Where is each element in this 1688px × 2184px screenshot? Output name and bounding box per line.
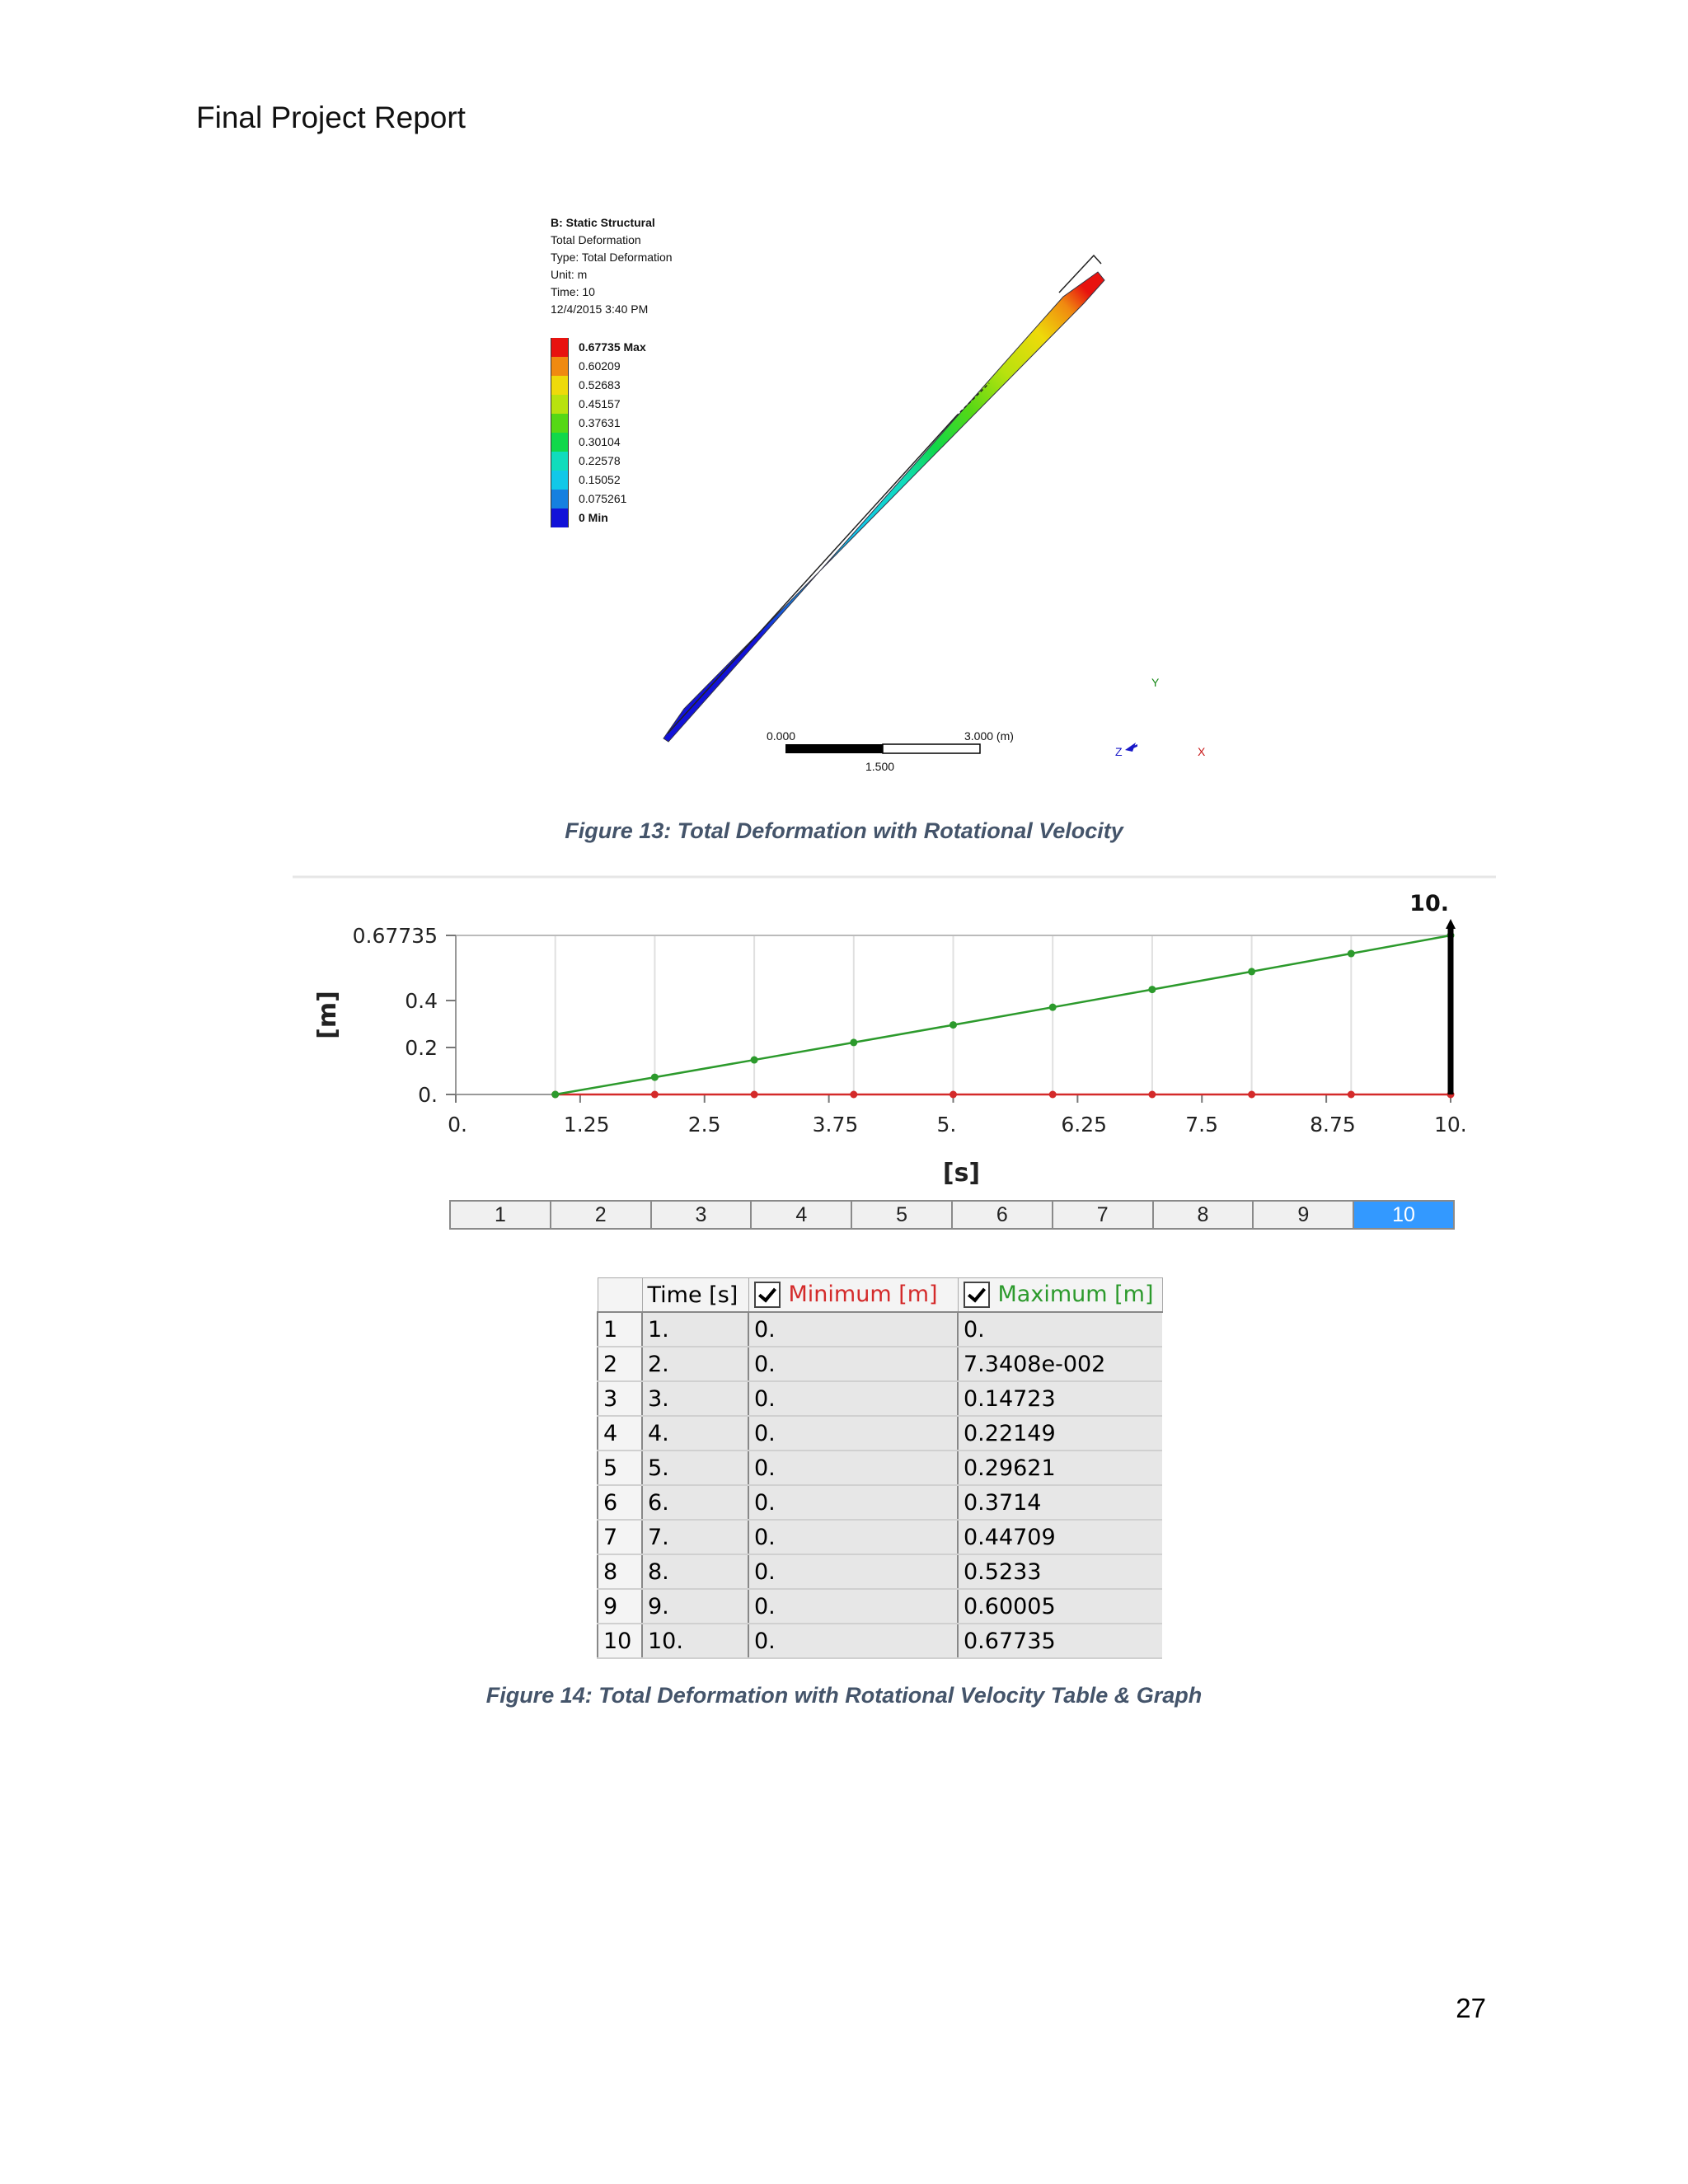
info-line: Total Deformation [551, 233, 641, 246]
figure13-caption: Figure 13: Total Deformation with Rotational Velocity [565, 818, 1123, 843]
results-table [597, 1277, 1163, 1659]
data-point [1049, 1004, 1057, 1011]
data-point [1248, 968, 1255, 975]
table-corner [598, 1278, 642, 1313]
table-row [598, 1416, 1162, 1451]
cell-time: 2. [642, 1347, 748, 1381]
legend-label: 0.075261 [579, 492, 627, 505]
page-number: 27 [1456, 1993, 1486, 2023]
info-line: 12/4/2015 3:40 PM [551, 302, 649, 316]
table-row [598, 1589, 1162, 1624]
legend-label: 0.67735 Max [579, 340, 646, 354]
y-tick-label: 0.4 [405, 989, 438, 1014]
data-point [1348, 950, 1355, 958]
time-step-8[interactable]: 8 [1154, 1202, 1254, 1228]
cell-max: 0.44709 [958, 1520, 1162, 1554]
legend-label: 0.52683 [579, 378, 621, 391]
time-step-7[interactable]: 7 [1053, 1202, 1154, 1228]
axis-z-label: Z [1115, 745, 1123, 758]
table-row [598, 1347, 1162, 1381]
time-step-1[interactable]: 1 [451, 1202, 551, 1228]
cell-min: 0. [748, 1520, 958, 1554]
cell-time: 1. [642, 1312, 748, 1347]
table-row [598, 1485, 1162, 1520]
table-row [598, 1381, 1162, 1416]
cell-max: 0.29621 [958, 1451, 1162, 1485]
legend-label: 0.15052 [579, 473, 621, 486]
scale-end-label: 3.000 (m) [964, 729, 1014, 743]
time-step-2[interactable]: 2 [551, 1202, 652, 1228]
legend-label: 0.60209 [579, 359, 621, 373]
checkbox-max[interactable] [964, 1282, 990, 1308]
cell-min: 0. [748, 1312, 958, 1347]
legend-label: 0.37631 [579, 416, 621, 429]
cell-min: 0. [748, 1589, 958, 1624]
data-point [1049, 1091, 1057, 1099]
table-row [598, 1520, 1162, 1554]
cell-time: 8. [642, 1554, 748, 1589]
data-point [950, 1091, 957, 1099]
page-header: Final Project Report [196, 101, 466, 134]
axis-y-label: Y [1151, 676, 1160, 689]
cell-max: 0.5233 [958, 1554, 1162, 1589]
x-tick-label: 10. [1434, 1113, 1467, 1137]
time-cursor-label: 10. [1409, 891, 1449, 916]
axis-x-label: X [1198, 745, 1206, 758]
legend-label: 0.45157 [579, 397, 621, 410]
time-step-bar [449, 1200, 1455, 1230]
cell-time: 4. [642, 1416, 748, 1451]
x-tick-label: 7.5 [1185, 1113, 1219, 1137]
deformed-blade [663, 272, 1104, 742]
data-point [651, 1091, 659, 1099]
info-line: Time: 10 [551, 285, 595, 298]
row-index: 2 [598, 1347, 642, 1381]
info-line: Type: Total Deformation [551, 251, 673, 264]
row-index: 10 [598, 1624, 642, 1658]
time-step-5[interactable]: 5 [852, 1202, 953, 1228]
cell-max: 0.3714 [958, 1485, 1162, 1520]
undeformed-outline [668, 416, 956, 733]
time-step-10[interactable]: 10 [1354, 1202, 1453, 1228]
y-tick-label: 0.67735 [352, 924, 438, 948]
time-step-9[interactable]: 9 [1254, 1202, 1354, 1228]
cell-max: 0.67735 [958, 1624, 1162, 1658]
cell-max: 0.22149 [958, 1416, 1162, 1451]
data-point [751, 1091, 758, 1099]
time-step-4[interactable]: 4 [752, 1202, 852, 1228]
cell-min: 0. [748, 1451, 958, 1485]
legend-label: 0 Min [579, 511, 608, 524]
data-point [1148, 986, 1156, 993]
cell-min: 0. [748, 1381, 958, 1416]
scale-start-label: 0.000 [767, 729, 796, 743]
cell-time: 9. [642, 1589, 748, 1624]
y-axis-label: [m] [313, 991, 342, 1039]
col-header-min[interactable]: Minimum [m] [748, 1278, 958, 1313]
deformation-contour-figure [544, 214, 1206, 791]
row-index: 7 [598, 1520, 642, 1554]
data-point [1248, 1091, 1255, 1099]
cell-max: 0.14723 [958, 1381, 1162, 1416]
table-row [598, 1624, 1162, 1658]
table-row [598, 1554, 1162, 1589]
deformation-chart [293, 874, 1496, 1244]
cell-time: 6. [642, 1485, 748, 1520]
cell-min: 0. [748, 1347, 958, 1381]
time-cursor-arrow [1446, 919, 1456, 929]
cell-time: 7. [642, 1520, 748, 1554]
x-tick-label: 0. [448, 1113, 467, 1137]
legend-label: 0.22578 [579, 454, 621, 467]
row-index: 5 [598, 1451, 642, 1485]
cell-max: 0. [958, 1312, 1162, 1347]
x-axis-label: [s] [942, 1159, 981, 1188]
data-point [850, 1091, 857, 1099]
results-table-wrap [597, 1277, 1163, 1659]
data-point [751, 1057, 758, 1064]
cell-max: 0.60005 [958, 1589, 1162, 1624]
figure14-caption: Figure 14: Total Deformation with Rotational Velocity Table & Graph [485, 1683, 1203, 1708]
time-step-3[interactable]: 3 [652, 1202, 753, 1228]
deformed-blade-svg [544, 214, 1137, 791]
row-index: 1 [598, 1312, 642, 1347]
row-index: 6 [598, 1485, 642, 1520]
cell-min: 0. [748, 1416, 958, 1451]
table-row [598, 1312, 1162, 1347]
col-header-time: Time [s] [642, 1278, 748, 1313]
analysis-title: B: Static Structural [551, 216, 655, 229]
table-row [598, 1451, 1162, 1485]
row-index: 3 [598, 1381, 642, 1416]
scale-mid-label: 1.500 [865, 760, 895, 773]
checkbox-min[interactable] [754, 1282, 781, 1308]
info-line: Unit: m [551, 268, 588, 281]
cell-max: 7.3408e-002 [958, 1347, 1162, 1381]
x-tick-label: 2.5 [687, 1113, 721, 1137]
x-tick-label: 1.25 [563, 1113, 610, 1137]
cell-min: 0. [748, 1554, 958, 1589]
row-index: 9 [598, 1589, 642, 1624]
time-step-6[interactable]: 6 [953, 1202, 1053, 1228]
x-tick-label: 5. [936, 1113, 957, 1137]
x-tick-label: 6.25 [1061, 1113, 1108, 1137]
cell-min: 0. [748, 1624, 958, 1658]
series-line [556, 935, 1451, 1094]
data-point [551, 1091, 559, 1099]
data-point [850, 1038, 857, 1046]
legend-label: 0.30104 [579, 435, 621, 448]
scale-bar-black [785, 744, 883, 753]
cell-time: 10. [642, 1624, 748, 1658]
x-tick-label: 8.75 [1310, 1113, 1356, 1137]
row-index: 4 [598, 1416, 642, 1451]
scale-bar-white [883, 744, 980, 753]
x-tick-label: 3.75 [812, 1113, 859, 1137]
data-point [1348, 1091, 1355, 1099]
row-index: 8 [598, 1554, 642, 1589]
data-point [651, 1074, 659, 1081]
y-tick-label: 0.2 [405, 1036, 438, 1061]
cell-time: 3. [642, 1381, 748, 1416]
data-point [1148, 1091, 1156, 1099]
data-point [950, 1021, 957, 1029]
cell-min: 0. [748, 1485, 958, 1520]
cell-time: 5. [642, 1451, 748, 1485]
axis-triad [1125, 694, 1137, 752]
col-header-max[interactable]: Maximum [m] [958, 1278, 1162, 1313]
y-tick-label: 0. [418, 1083, 438, 1107]
